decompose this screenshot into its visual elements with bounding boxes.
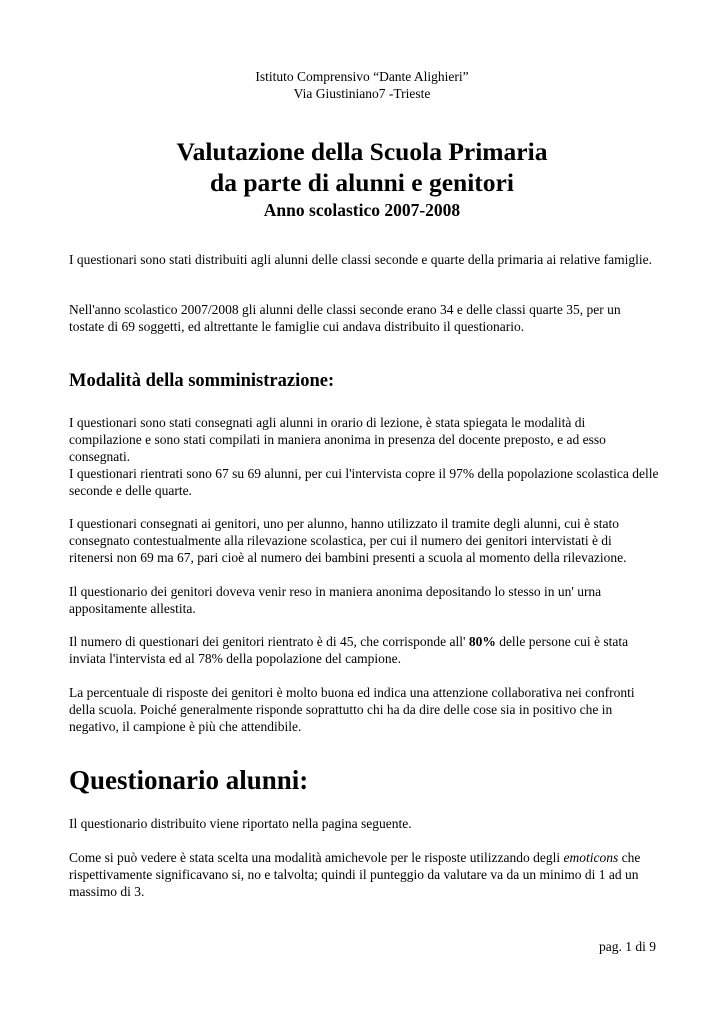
school-address: Via Giustiniano7 -Trieste [293,86,431,101]
modalita-paragraph-2b: Il questionario dei genitori doveva venir reso in maniera anonima depositando lo stesso in un' urna appositamente allestita. [69,584,602,616]
title-line-2: da parte di alunni e genitori [210,168,514,197]
school-name: Istituto Comprensivo “Dante Alighieri” [255,69,469,84]
p3-text-after: delle persone cui è stata inviata l'intervista ed al 78% della popolazione del campione. [69,634,629,666]
section-heading-modalita: Modalità della somministrazione: [69,371,335,391]
school-year: Anno scolastico 2007-2008 [263,200,461,220]
intro-paragraph-2: Nell'anno scolastico 2007/2008 gli alunni delle classi seconde erano 34 e delle classi quarte 35, per un tostate di 69 soggetti, ed altrettante le famiglie cui andava distribuito il questionario. [69,302,621,334]
title-line-1: Valutazione della Scuola Primaria [176,137,548,166]
modalita-paragraph-3 [69,633,659,667]
q2-text-before: Come si può vedere è stata scelta una modalità amichevole per le risposte utilizzando degli [69,850,564,865]
school-header [0,68,724,102]
intro-paragraph-1: I questionari sono stati distribuiti agli alunni delle classi seconde e quarte della primaria ai relative famiglie. [69,252,652,267]
modalita-paragraph-1a: I questionari sono stati consegnati agli alunni in orario di lezione, è stata spiegata le modalità di compilazione e sono stati compilati in maniera anonima in presenza del docente preposto, e ad esso consegnati. [69,415,606,464]
questionario-paragraph-1: Il questionario distribuito viene riportato nella pagina seguente. [69,816,412,831]
questionario-paragraph-2 [69,849,659,900]
document-title [0,136,724,198]
modalita-paragraph-2a: I questionari consegnati ai genitori, uno per alunno, hanno utilizzato il tramite degli alunni, cui è stato consegnato contestualmente alla rilevazione scolastica, per cui il numero dei genitori intervistati è di ritenersi non 69 ma 67, pari cioè al numero dei bambini presenti a scuola al momento della rilevazione. [69,516,627,565]
p3-text-before: Il numero di questionari dei genitori rientrato è di 45, che corrisponde all' [69,634,469,649]
emoticons-term: emoticons [563,850,619,865]
section-heading-questionario: Questionario alunni: [69,765,309,795]
modalita-paragraph-1b: I questionari rientrati sono 67 su 69 alunni, per cui l'intervista copre il 97% della popolazione scolastica delle seconde e delle quarte. [69,466,659,498]
q2-text-after: che rispettivamente significavano si, no e talvolta; quindi il punteggio da valutare va da un minimo di 1 ad un massimo di 3. [69,850,641,899]
page-number: pag. 1 di 9 [599,939,656,954]
modalita-paragraph-4: La percentuale di risposte dei genitori è molto buona ed indica una attenzione collaborativa nei confronti della scuola. Poiché generalmente risponde soprattutto chi ha da dire delle cose sia in positivo che in negativo, il campione è più che attendibile. [69,685,635,734]
percentage-highlight: 80% [468,634,496,649]
